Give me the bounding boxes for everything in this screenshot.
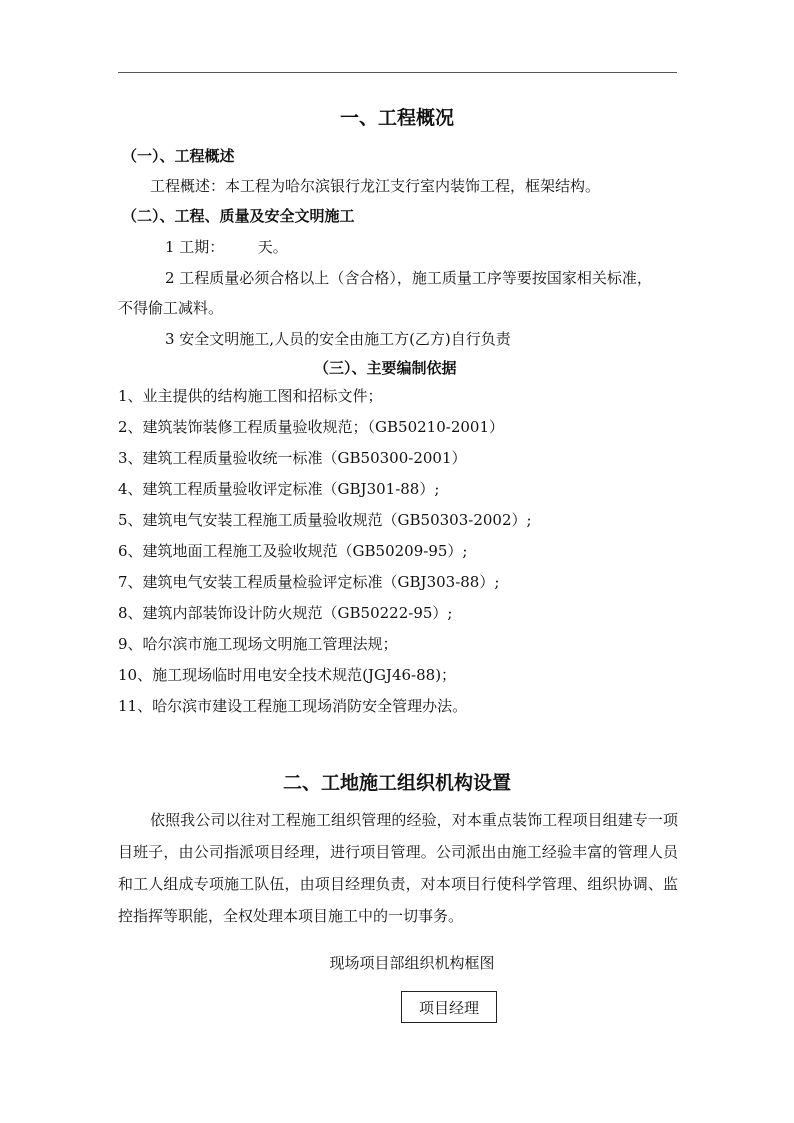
list-item: 4、建筑工程质量验收评定标准（GBJ301-88）; [118,480,440,498]
sub1-text: 工程概述：本工程为哈尔滨银行龙江支行室内装饰工程，框架结构。 [150,177,601,195]
sub1-heading: （一）、工程概述 [122,147,235,165]
sub3-heading: （三）、主要编制依据 [314,359,457,377]
list-item: 10、施工现场临时用电安全技术规范(JGJ46-88)； [118,666,457,684]
sub2-item3: 3 安全文明施工,人员的安全由施工方(乙方)自行负责 [165,330,511,348]
header-rule [118,72,677,73]
list-item: 5、建筑电气安装工程施工质量验收规范（GB50303-2002）; [118,511,532,529]
org-box-project-manager [401,991,497,1023]
section1-title: 一、工程概况 [339,107,454,129]
list-item: 1、业主提供的结构施工图和招标文件； [118,387,383,405]
list-item: 2、建筑装饰装修工程质量验收规范；（GB50210-2001） [118,418,505,436]
list-item: 9、哈尔滨市施工现场文明施工管理法规； [118,635,398,653]
list-item: 11、哈尔滨市建设工程施工现场消防安全管理办法。 [118,697,468,715]
sub2-item2-line1: 2 工程质量必须合格以上（含合格），施工质量工序等要按国家相关标准， [165,269,652,287]
section2-title: 二、工地施工组织机构设置 [282,772,511,794]
org-chart-caption: 现场项目部组织机构框图 [329,954,495,972]
list-item: 7、建筑电气安装工程质量检验评定标准（GBJ303-88）; [118,573,500,591]
list-item: 6、建筑地面工程施工及验收规范（GB50209-95）; [118,542,468,560]
list-item: 8、建筑内部装饰设计防火规范（GB50222-95）; [118,604,453,622]
sub2-item2-line2: 不得偷工减料。 [118,299,224,317]
sub2-item1: 1 工期： 天。 [165,238,288,256]
section2-paragraph: 依照我公司以往对工程施工组织管理的经验，对本重点装饰工程项目组建专一项目班子，由公司指派项目经理，进行项目管理。公司派出由施工经验丰富的管理人员和工人组成专项施工队伍，由项目经理负责，对本项目行使科学管理、组织协调、监控指挥等职能，全权处理本项目施工中的一切事务。 [118,811,678,925]
org-box-label: 项目经理 [418,998,479,1017]
list-item: 3、建筑工程质量验收统一标准（GB50300-2001） [118,449,467,467]
sub2-heading: （二）、工程、质量及安全文明施工 [122,207,355,225]
